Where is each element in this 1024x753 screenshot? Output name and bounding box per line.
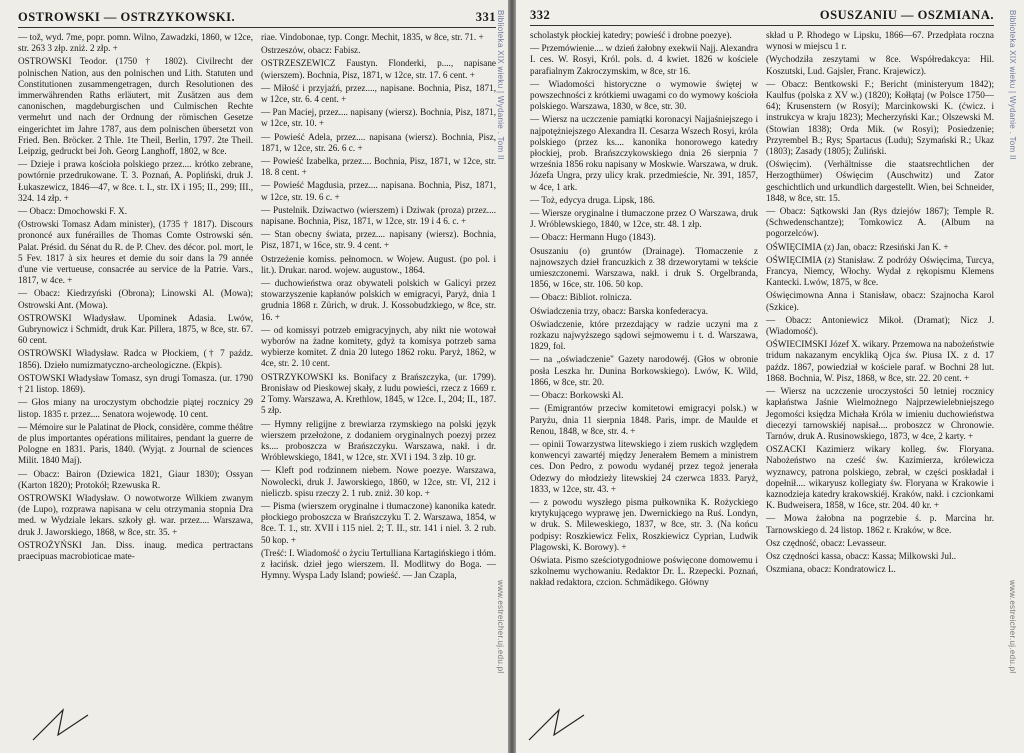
bibliography-entry: OSTROŻYŃSKI Jan. Diss. inaug. medica pertractans praecipuas macrobioticae mate- — [18, 539, 253, 561]
bibliography-entry: — Obacz: Kiedrzyński (Obrona); Linowski Al. (Mowa); Ostrowski Ant. (Mowa). — [18, 288, 253, 310]
bibliography-entry: OŚWIĘCIMIA (z) Jan, obacz: Rzesiński Jan K. + — [766, 241, 949, 252]
bibliography-entry: OSZACKI Kazimierz wikary kolleg. św. Floryana. Nabożeństwo na cześć św. Kazimierza, królewicza wyznawcy, patrona polskiego, zebrał, w części poskładał i dopełnił.... wikaryusz kollegiaty św. Floryana w Krakowie i kaznodzieja katedry krakowskiéj. Kraków, nakł. i czcionkami K. Budweisera, 1858, w 16ce, str. 204. 40 kr. + — [766, 444, 994, 511]
bibliography-entry: OSTROWSKI Władysław. Radca w Płockiem, († 7 paźdz. 1856). Dzieło numizmatyczno-archeologiczne. (Ekpis). — [18, 348, 253, 370]
left-page-title: OSTROWSKI — OSTRZYKOWSKI. — [18, 10, 236, 24]
left-column-2 — [261, 32, 496, 752]
bibliography-entry: — Wiersze oryginalne i tłumaczone przez O Warszawa, druk J. Wróblewskiego, 1840, w 12ce, str. 48. 1 złp. — [530, 208, 758, 230]
signature-mark-right — [524, 705, 594, 745]
bibliography-entry: — Wiersz na uczczenie uroczystości 50 letniej rocznicy kapłaństwa Jaśnie Wielmożnego Najprzewielebniejszego Jegomości księdza Michała Króla w imieniu duchowieństwa diecezyi tarnowskiéj napisał.... proboszcz w Chronowie. Tarnów, druk A. Rusinowskiego, 1873, w 4ce, 2 karty. + — [766, 386, 994, 441]
left-column-1 — [18, 32, 253, 752]
bibliography-entry: — z powodu wyszłego pisma pułkownika K. Rożyckiego krytykującego wyprawę jen. Dwernickiego na Ruś. Londyn, w druk. S. Mileweskiego, 1837, w 8ce, str. 3. (Na końcu podpisy: Roszkiewicz Felix, Roszkiewicz Cyprian, Ludwik Plagowski, K. Borowy). + — [530, 496, 758, 552]
bibliography-entry: OSTRZYKOWSKI ks. Bonifacy z Brańszczyka, (ur. 1799). Bronisław od Pieskowej skały, z ludu powieści, rzecz z 1669 r. 2 Tomy. Warszawa, A. Krethlow, 1845, w 12ce. I., 204; II., 187. 5 złp. — [261, 371, 496, 416]
bibliography-entry: — Obacz: Bibliot. rolnicza. — [530, 292, 632, 303]
bibliography-entry: — Wiersz na uczczenie pamiątki koronacyi Najjaśniejszego i najpotężniejszego Alexandra II. Cesarza Wszech Rosyi, króla polskiego (przez ks.... kanonika honorowego katedry płockiej, prob. Brańszczykowskiego dnia 26 sierpnia 7 września 1856 roku napisany w Moskwie. Warszawa, w druk. Józefa Ungra, przy ulicy krak. przedmieście, Nr. 391, 1857, w 4ce, 1 ark. — [530, 114, 758, 192]
bibliography-entry: Oszmiana, obacz: Kondratowicz L. — [766, 564, 896, 575]
right-page-title: OSUSZANIU — OSZMIANA. — [819, 8, 994, 22]
bibliography-entry: — Hymny religijne z brewiarza rzymskiego na polski język wierszem przełożone, z dodaniem oryginalnych poezyj przez ks.... proboszcza w Brańszczyku. Warszawa, nakł. i dr. Wróblewskiego, 1841, w 12ce, str. XVI i 194. 3 złp. 10 gr. — [261, 418, 496, 463]
left-page-number: 331 — [475, 10, 496, 24]
bibliography-entry: OSTOWSKI Władysław Tomasz, syn drugi Tomasza. (ur. 1790 † 21 listop. 1869). — [18, 372, 253, 395]
left-page — [0, 0, 508, 753]
bibliography-entry: OSTROWSKI Władysław. O nowotworze Wilkiem zwanym (de Lupo), rozprawa napisana w celu otrzymania stopnia Dra med. w Wydziale lekars. szkoły gł. war. przez.... Warszawa, druk J. Jaworskiego, 1868, w 8ce, str. 35. + — [18, 492, 253, 537]
bibliography-entry: Oświęcimowna Anna i Stanisław, obacz: Szajnocha Karol (Szkice). — [766, 290, 994, 312]
right-page-number: 332 — [530, 8, 551, 22]
bibliography-entry: (Treść: I. Wiadomość o życiu Tertulliana Kartagińskiego i tłóm. z łacińsk. dzieł jego wierszem. II. Modlitwy do Boga. — Hymny. Wyspa Lady Island; powieść. — Jan Czapla, — [261, 547, 496, 581]
bibliography-entry: — (Emigrantów przeciw komitetowi emigracyi polsk.) w Paryżu, dnia 11 sierpnia 1848. Paris, impr. de Maulde et Renou, 1848, w 8ce, str. 4. + — [530, 403, 758, 436]
bibliography-entry: — tož, wyd. 7me, popr. pomn. Wilno, Zawadzki, 1860, w 12ce, str. 263 3 złp. zniż. 2 złp. + — [18, 32, 253, 54]
left-running-head — [18, 10, 496, 28]
bibliography-entry: Ostrzeszów, obacz: Fabisz. — [261, 45, 361, 56]
bibliography-entry: — Mémoire sur le Palatinat de Płock, considère, comme théâtre de plus importantes opérations militaires, pendant la guerre de Pologne en 1831. Paris, 1840. (Wyjąt. z Journal de sciences Milit. 1840 Maj). — [18, 421, 253, 466]
bibliography-entry: Osz czędności kassa, obacz: Kassa; Milkowski Jul.. — [766, 550, 957, 561]
bibliography-entry: skład u P. Rhodego w Lipsku, 1866—67. Przedpłata roczna wynosi w miejscu 1 r. — [766, 30, 994, 52]
bibliography-entry: — Toż, edycya druga. Lipsk, 186. — [530, 194, 655, 205]
bibliography-entry: (Wychodziła zeszytami w 8ce. Współredakcya: Hil. Koszutski, Lud. Gajsler, Franc. Krajewicz). — [766, 54, 994, 76]
right-column-2 — [766, 30, 994, 750]
left-side-note-blue: Biblioteka XIX wieku | Wydanie . Tom II — [496, 10, 505, 161]
bibliography-entry: Oświadczenie, które przezdający w radzie uczyni ma z rozkazu najwyższego sądowi sejmowemu i t. d. Warszawa, 1829, fol. — [530, 318, 758, 352]
bibliography-entry: — Obacz: Sątkowski Jan (Rys dziejów 1867); Temple R. (Schwedenschantze); Tomkowicz A. (Album na pogorzelców). — [766, 206, 994, 239]
bibliography-entry: — duchowieństwa oraz obywateli polskich w Galicyi przez stowarzyszenie kapłanów polskich w emigracyi, Paryż, dnia 1 grudnia 1868 r. Zürich, w druk. J. Kossobudzkiego, w 8ce, str. 16. + — [261, 278, 496, 322]
bibliography-entry: — Miłość i przyjaźń, przez...., napisane. Bochnia, Pisz, 1871, w 12ce, str. 6. 4 cent. + — [261, 82, 496, 105]
bibliography-entry: — Powieść Magdusia, przez.... napisana. Bochnia, Pisz, 1871, w 12ce, str. 19. 6 c. + — [261, 180, 496, 202]
left-side-note-grey: www.estreicher.uj.edu.pl — [496, 580, 505, 674]
bibliography-entry: — Obacz: Bairon (Dziewica 1821, Giaur 1830); Ossyan (Karton 1820); Protokół; Rzewuska R. — [18, 468, 253, 490]
bibliography-entry: OSTROWSKI Teodor. (1750 † 1802). Civilrecht der polnischen Nation, aus den polnischen und Lith. Statuten und Constitutionen zusammengetragen, durch Resolutionen des immerwährenden Raths erläutert, mit Zusätzen aus dem canonischen, magdeburgischen und Culmischen Rechte vermehrt und nach der Ordnung der römischen Gesetze eingerichtet im Jahre 1787, aus dem polnischen übersetzt von Fried. Ben. Bröcker. 2 Thle. 1te Theil, Berlin, 1797. 2te Theil. Leipzig, gedruckt bei Joh. Georg Langhoff, 1802, w 8ce. — [18, 56, 253, 157]
right-side-note-grey: www.estreicher.uj.edu.pl — [1008, 580, 1017, 674]
bibliography-entry: — Obacz: Borkowski Al. — [530, 390, 624, 401]
bibliography-entry: riae. Vindobonae, typ. Congr. Mechit, 1835, w 8ce, str. 71. + — [261, 32, 484, 42]
bibliography-entry: — Przemówienie.... w dzień żałobny exekwii Najj. Alexandra I. ces. W. Rosyi, Król. pols. d. 4 kwiet. 1826 w kościele parafialnym Zakroczymskim, w 8ce, str 16. — [530, 43, 758, 76]
bibliography-entry: — Pan Maciej, przez.... napisany (wiersz). Bochnia, Pisz, 1871, w 12ce, str. 10. + — [261, 107, 496, 129]
bibliography-entry: — Wiadomości historyczne o wymowie świętej w powszechności z krótkiemi uwagami co do wymowy kościoła polskiego. Warszawa, 1830, w 8ce, str. 30. — [530, 78, 758, 112]
bibliography-entry: — Kleft pod rodzinnem niebem. Nowe poezye. Warszawa, Nowolecki, druk J. Jaworskiego, 1860, w 12ce, str. VI, 212 i nieliczb. spisu rzeczy 2. 1 rub. zniż. 30 kop. + — [261, 465, 496, 498]
bibliography-entry: Oświadczenia trzy, obacz: Barska konfederacya. — [530, 305, 708, 316]
bibliography-entry: — Obacz: Dmochowski F. X. — [18, 206, 127, 217]
right-page — [516, 0, 1024, 753]
bibliography-entry: — Obacz: Antoniewicz Mikoł. (Dramat); Nicz J. (Wiadomość). — [766, 314, 994, 337]
bibliography-entry: Osuszaniu (o) gruntów (Drainage). Tłomaczenie z najnowszych dzieł francuzkich z 38 drzeworytami w tekście umieszczonemi. Warszawa, nakł. i druk S. Orgelbranda, 1856, w 16ce, str. 106. 50 kop. — [530, 245, 758, 290]
bibliography-entry: — od komissyi potrzeb emigracyjnych, aby nikt nie wotował wyborów na żadne komitety, gdyż ta komisya potrzeb sama wybierze komitet. Z dnia 20 lutego 1862 roku. Paryż, 1862, w 4ce, str. 2. 10 cent. — [261, 324, 496, 369]
bibliography-entry: scholastyk płockiej katedry; powieść i drobne poezye). — [530, 30, 732, 40]
bibliography-entry: OŚWIĘCIMIA (z) Stanisław. Z podróży Oświęcima, Turcya, Francya, Niemcy, Włochy. Wydał z rękopismu Klemens Kantecki. Lwów, 1875, w 8ce. — [766, 254, 994, 288]
bibliography-entry: (Oświęcim). (Verhältnisse die staatsrechtlichen der Herzogthümer) Oświęcim (Auschwitz) und Zator geschichtlich und urkundlich dargestellt. Wien, bei Schneider, 1848, w 8ce, str. 15. — [766, 159, 994, 203]
bibliography-entry: — Stan obecny świata, przez.... napisany (wiersz). Bochnia, Pisz, 1871, w 16ce, str. 9. 4 cent. + — [261, 229, 496, 251]
bibliography-entry: — Pustelnik. Dziwactwo (wierszem) i Dziwak (proza) przez.... napisane. Bochnia, Pisz, 1871, w 12ce, str. 19 i 4 6. c. + — [261, 204, 496, 227]
right-running-head — [530, 8, 994, 26]
right-column-1 — [530, 30, 758, 750]
bibliography-entry: OSTRZESZEWICZ Faustyn. Flonderki, p...., napisane (wierszem). Bochnia, Pisz, 1871, w 12ce, str. 17. 6 cent. + — [261, 58, 496, 80]
bibliography-entry: Oświata. Pismo sześciotygodniowe poświęcone domowemu i szkolnemu wychowaniu. Redaktor Dr. L. Rzepecki. Poznań, nakład redaktora, czcion. Schmädikego. Główny — [530, 554, 758, 588]
right-side-note-blue: Biblioteka XIX wieku | Wydanie . Tom II — [1008, 10, 1017, 161]
bibliography-entry: — opinii Towarzystwa litewskiego i ziem ruskich względem konwencyi zawartéj między Jenerałem Bemem a ministrem ces. Don Pedro, z powodu wydanéj przez tegoż jenerała Odezwy do młodzieży litewskiej 24 czerwca 1833. Paryż, 1833, w 12ce, str. 43. + — [530, 438, 758, 494]
bibliography-entry: Ostrzeżenie komiss. pełnomocn. w Wojew. August. (po pol. i lit.). Drukar. narod. wojew. augustow., 1864. — [261, 253, 496, 275]
bibliography-entry: — na „oświadczenie" Gazety narodowéj. (Głos w obronie posła Leszka hr. Dunina Borkowskiego). Lwów, K. Wild, 1866, w 8ce, str. 20. — [530, 354, 758, 387]
bibliography-entry: — Głos miany na uroczystym obchodzie piątej rocznicy 29 listop. 1835 r. przez.... Senatora wojewodę. 10 cent. — [18, 397, 253, 419]
book-gutter — [508, 0, 516, 753]
bibliography-entry: — Mowa żałobna na pogrzebie ś. p. Marcina hr. Tarnowskiego d. 24 listop. 1862 r. Kraków, w 8ce. — [766, 513, 994, 535]
signature-mark — [28, 705, 98, 745]
bibliography-entry: OSTROWSKI Władysław. Upominek Adasia. Lwów, Gubrynowicz i Schmidt, druk Kar. Pillera, 1875, w 8ce, str. 67. 60 cent. — [18, 312, 253, 346]
bibliography-entry: OŚWIECIMSKI Józef X. wikary. Przemowa na nabożeństwie tridum nakazanym encykliką Ojca św. Piusa IX. z d. 17 paźdz. 1867, powiedział w kościele paraf. w Bochni 28 lut. 1868. Bochnia, W. Pisz, 1868, w 8ce, str. 22. 20 cent. + — [766, 339, 994, 383]
bibliography-entry: — Dzieje i prawa kościoła polskiego przez.... krótko zebrane, powtórnie przedrukowane. T. 3. Poznań, A. Popliński, druk J. Łukaszewicz, 1846—47, w 8ce. t. I., str. IX i 195; II., 299; III., 324. 14 złp. + — [18, 159, 253, 203]
bibliography-entry: — Obacz: Hermann Hugo (1843). — [530, 232, 656, 243]
bibliography-entry: — Powieść Izabelka, przez.... Bochnia, Pisz, 1871, w 12ce, str. 18. 8 cent. + — [261, 156, 496, 178]
bibliography-entry: — Powieść Adela, przez.... napisana (wiersz). Bochnia, Pisz, 1871, w 12ce, str. 26. 6 c. + — [261, 131, 496, 153]
bibliography-entry: — Pisma (wierszem oryginalne i tłumaczone) kanonika katedr. płockiego proboszcza w Brańszczyku T. 2. Warszawa, 1854, w 8ce. T. 1., str. XVII i 115 niel. 2; T. II., str. 141 i niel. 3. 2 rub. 50 kop. + — [261, 500, 496, 545]
bibliography-entry: — Obacz: Bentkowski F.; Bericht (ministeryum 1842); Kaulfus (polska z XV w.) (1820); Kołłątaj (w Polsce 1750—64); Krusenstern (w Rosyi); Marcinkowski K. (ćwicz. i instrukcya w kraju 1823); Mecherzyński Kar.; Olszewski M. (Stowian 1838); Orda Mik. (w Rosyi); Posiedzenie; Przyrembel B.; Rys; Spartacus (Ludu); Szymański R.; Ukaz (1803); Zasady (1805); Żuliński. — [766, 78, 994, 157]
bibliography-entry: (Ostrowski Tomasz Adam minister), (1735 † 1817). Discours prononcé aux funérailles de Thomas Comte Ostrowski sén. Palat. Présid. du Sénat du R. de P. Chev. des décor. pol. mort, le 5 Fev. 1817 à six heures et demie du soir dans la 79 année d'une vie vertueuse, consacrée au service de la Patrie. Vars., 1817, w 4ce. + — [18, 219, 253, 286]
bibliography-entry: Osz czędność, obacz: Levasseur. — [766, 537, 887, 548]
